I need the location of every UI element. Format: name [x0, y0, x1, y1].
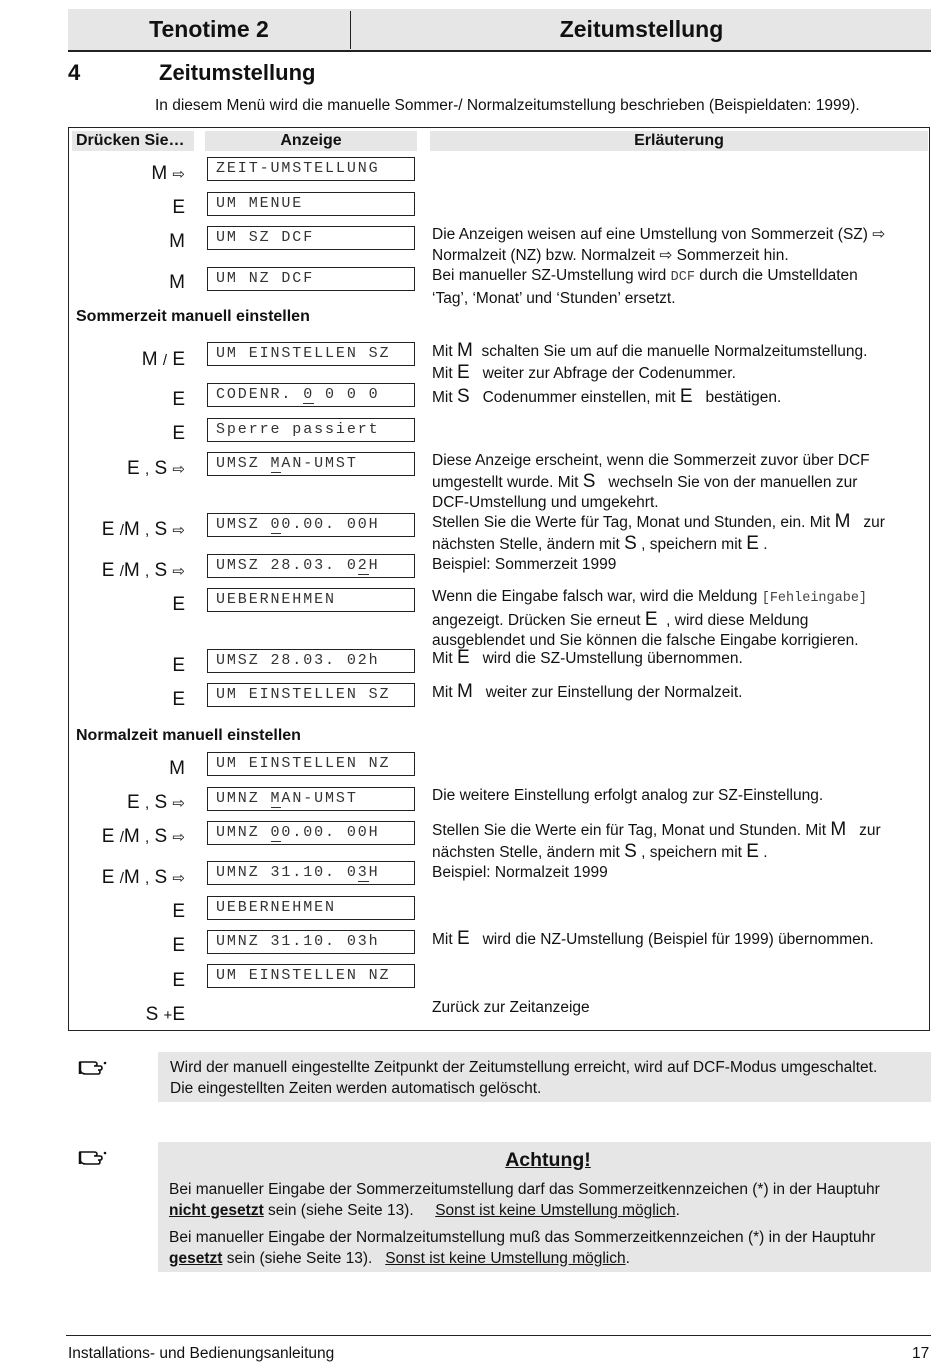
- row-keys: E: [172, 970, 185, 991]
- lcd-display: UMSZ 28.03. 02h: [207, 649, 415, 673]
- footer-divider: [66, 1335, 931, 1336]
- lcd-display: UMSZ MAN-UMST: [207, 452, 415, 476]
- row-keys: E , S ⇨: [127, 458, 185, 479]
- header-divider: [350, 11, 351, 49]
- explanation: Die weitere Einstellung erfolgt analog zur SZ-Einstellung.: [432, 787, 824, 804]
- row-keys: M ⇨: [151, 163, 185, 184]
- row-keys: E /M , S ⇨: [101, 519, 185, 540]
- lcd-display: UMSZ 00.00. 00H: [207, 513, 415, 537]
- section-title: Zeitumstellung: [159, 60, 316, 85]
- explanation: Diese Anzeige erscheint, wenn die Sommerzeit zuvor über DCF umgestellt wurde. Mit S wechseln Sie von der manuellen zur DCF-Umstellung und umgekehrt.: [432, 452, 870, 511]
- info-note: Wird der manuell eingestellte Zeitpunkt der Zeitumstellung erreicht, wird auf DCF-Modus umgeschaltet. Die eingestellten Zeiten werden automatisch gelöscht.: [158, 1052, 931, 1102]
- section-number: 4: [68, 60, 81, 85]
- lcd-display: UM EINSTELLEN SZ: [207, 342, 415, 366]
- explanation: Mit M weiter zur Einstellung der Normalzeit.: [432, 681, 743, 702]
- pointing-hand-icon: [78, 1058, 108, 1076]
- row-keys: E: [172, 594, 185, 615]
- col-header-display: Anzeige: [205, 131, 417, 151]
- lcd-display: UMSZ 28.03. 02H: [207, 554, 415, 578]
- lcd-display: UM EINSTELLEN SZ: [207, 683, 415, 707]
- lcd-display: UM NZ DCF: [207, 267, 415, 291]
- lcd-display: UEBERNEHMEN: [207, 896, 415, 920]
- explanation: Zurück zur Zeitanzeige: [432, 999, 590, 1016]
- row-keys: E /M , S ⇨: [101, 867, 185, 888]
- row-keys: E /M , S ⇨: [101, 826, 185, 847]
- page-number: 17: [912, 1345, 930, 1362]
- lcd-display: UM MENUE: [207, 192, 415, 216]
- header-product: Tenotime 2: [149, 16, 269, 42]
- footer-title: Installations- und Bedienungsanleitung: [68, 1345, 335, 1362]
- col-header-keys: Drücken Sie…: [72, 131, 194, 151]
- warning-note: Achtung! Bei manueller Eingabe der Sommerzeitumstellung darf das Sommerzeitkennzeichen (*) in der Hauptuhr nicht gesetzt sein (siehe Seite 13). Sonst ist keine Umstellung möglich. Bei manueller Eingabe der Normalzeitumstellung muß das Sommerzeitkennzeichen (*) in der Hauptuhr gesetzt sein (siehe Seite 13). Sonst ist keine Umstellung möglich.: [158, 1142, 931, 1272]
- row-keys: S +E: [145, 1004, 185, 1025]
- explanation: Stellen Sie die Werte ein für Tag, Monat und Stunden. Mit M zur nächsten Stelle, ändern mit S , speichern mit E . Beispiel: Normalzeit 1999: [432, 819, 881, 881]
- row-keys: E: [172, 423, 185, 444]
- row-keys: E: [172, 901, 185, 922]
- row-keys: M: [169, 758, 185, 779]
- row-keys: E , S ⇨: [127, 792, 185, 813]
- lcd-display: UMNZ 00.00. 00H: [207, 821, 415, 845]
- lcd-display: UMNZ MAN-UMST: [207, 787, 415, 811]
- row-keys: M: [169, 272, 185, 293]
- subheading-summer: Sommerzeit manuell einstellen: [76, 308, 310, 325]
- row-keys: E: [172, 935, 185, 956]
- explanation: Mit E wird die NZ-Umstellung (Beispiel für 1999) übernommen.: [432, 928, 874, 949]
- row-keys: E: [172, 655, 185, 676]
- row-keys: M: [169, 231, 185, 252]
- lcd-display: UEBERNEHMEN: [207, 588, 415, 612]
- subheading-normal: Normalzeit manuell einstellen: [76, 727, 301, 744]
- intro-text: In diesem Menü wird die manuelle Sommer-/ Normalzeitumstellung beschrieben (Beispieldaten: 1999).: [155, 97, 860, 114]
- header-chapter: Zeitumstellung: [559, 16, 724, 42]
- row-keys: E /M , S ⇨: [101, 560, 185, 581]
- row-keys: E: [172, 689, 185, 710]
- explanation: Die Anzeigen weisen auf eine Umstellung von Sommerzeit (SZ) ⇨ Normalzeit (NZ) bzw. Normalzeit ⇨ Sommerzeit hin.: [432, 226, 886, 264]
- explanation: Stellen Sie die Werte für Tag, Monat und Stunden, ein. Mit M zur nächsten Stelle, ändern mit S , speichern mit E . Beispiel: Sommerzeit 1999: [432, 511, 885, 573]
- row-keys: E: [172, 389, 185, 410]
- explanation: Mit M schalten Sie um auf die manuelle Normalzeitumstellung. Mit E weiter zur Abfrage der Codenummer.: [432, 340, 868, 383]
- warning-title: Achtung!: [505, 1149, 591, 1171]
- pointing-hand-icon: [78, 1148, 108, 1166]
- col-header-explanation: Erläuterung: [430, 131, 928, 151]
- lcd-display: UMNZ 31.10. 03H: [207, 861, 415, 885]
- row-keys: E: [172, 197, 185, 218]
- lcd-display: CODENR. 0 0 0 0: [207, 383, 415, 407]
- lcd-display: UM EINSTELLEN NZ: [207, 752, 415, 776]
- explanation: Mit E wird die SZ-Umstellung übernommen.: [432, 647, 743, 668]
- lcd-display: UM SZ DCF: [207, 226, 415, 250]
- explanation: Bei manueller SZ-Umstellung wird DCF durch die Umstelldaten ‘Tag’, ‘Monat’ und ‘Stunden’ ersetzt.: [432, 267, 858, 307]
- lcd-display: UMNZ 31.10. 03h: [207, 930, 415, 954]
- lcd-display: UM EINSTELLEN NZ: [207, 964, 415, 988]
- lcd-display: ZEIT-UMSTELLUNG: [207, 157, 415, 181]
- explanation: Wenn die Eingabe falsch war, wird die Meldung [Fehleingabe] angezeigt. Drücken Sie erneut E , wird diese Meldung ausgeblendet und Sie können die falsche Eingabe korrigieren.: [432, 588, 868, 649]
- explanation: Mit S Codenummer einstellen, mit E bestätigen.: [432, 386, 782, 407]
- lcd-display: Sperre passiert: [207, 418, 415, 442]
- row-keys: M / E: [141, 349, 185, 370]
